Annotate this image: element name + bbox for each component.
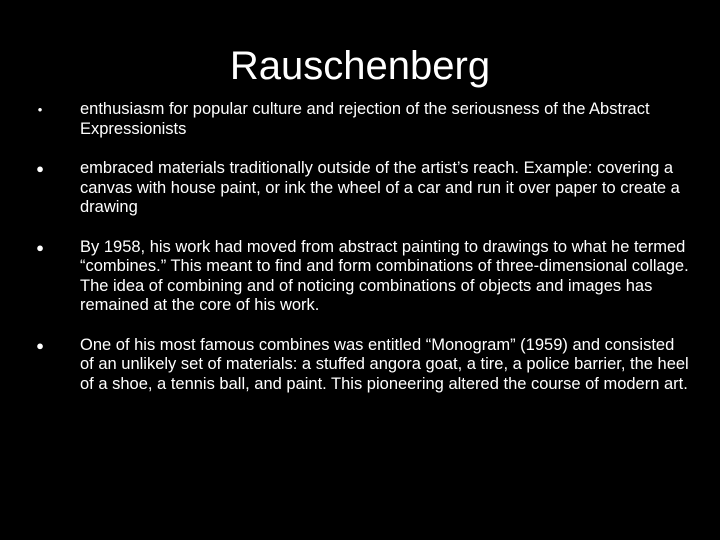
bullet-text: One of his most famous combines was entitled “Monogram” (1959) and consisted of an unlikely set of materials: a stuffed angora goat, a tire, a police barrier, the heel of a shoe, a tennis ball, and paint. This pioneering altered the course of modern art. — [80, 335, 689, 393]
bullet-item-4 — [30, 336, 690, 395]
bullet-marker-icon: ● — [36, 239, 44, 255]
bullet-list — [30, 100, 690, 414]
bullet-item-1 — [30, 100, 690, 139]
slide-title: Rauschenberg — [229, 44, 491, 88]
bullet-item-2 — [30, 159, 690, 218]
bullet-item-3 — [30, 238, 690, 316]
bullet-marker-icon: • — [37, 102, 43, 117]
bullet-marker-icon: ● — [36, 161, 44, 176]
bullet-marker-icon: ● — [36, 337, 44, 353]
bullet-text: By 1958, his work had moved from abstract painting to drawings to what he termed “combines.” This meant to find and form combinations of three-dimensional collage. The idea of combining and of noticing combinations of objects and images has remained at the core of his work. — [80, 237, 689, 314]
bullet-text: enthusiasm for popular culture and rejection of the seriousness of the Abstract Expressionists — [80, 100, 650, 138]
bullet-text: embraced materials traditionally outside of the artist’s reach. Example: covering a canvas with house paint, or ink the wheel of a car and run it over paper to create a drawing — [80, 159, 680, 216]
